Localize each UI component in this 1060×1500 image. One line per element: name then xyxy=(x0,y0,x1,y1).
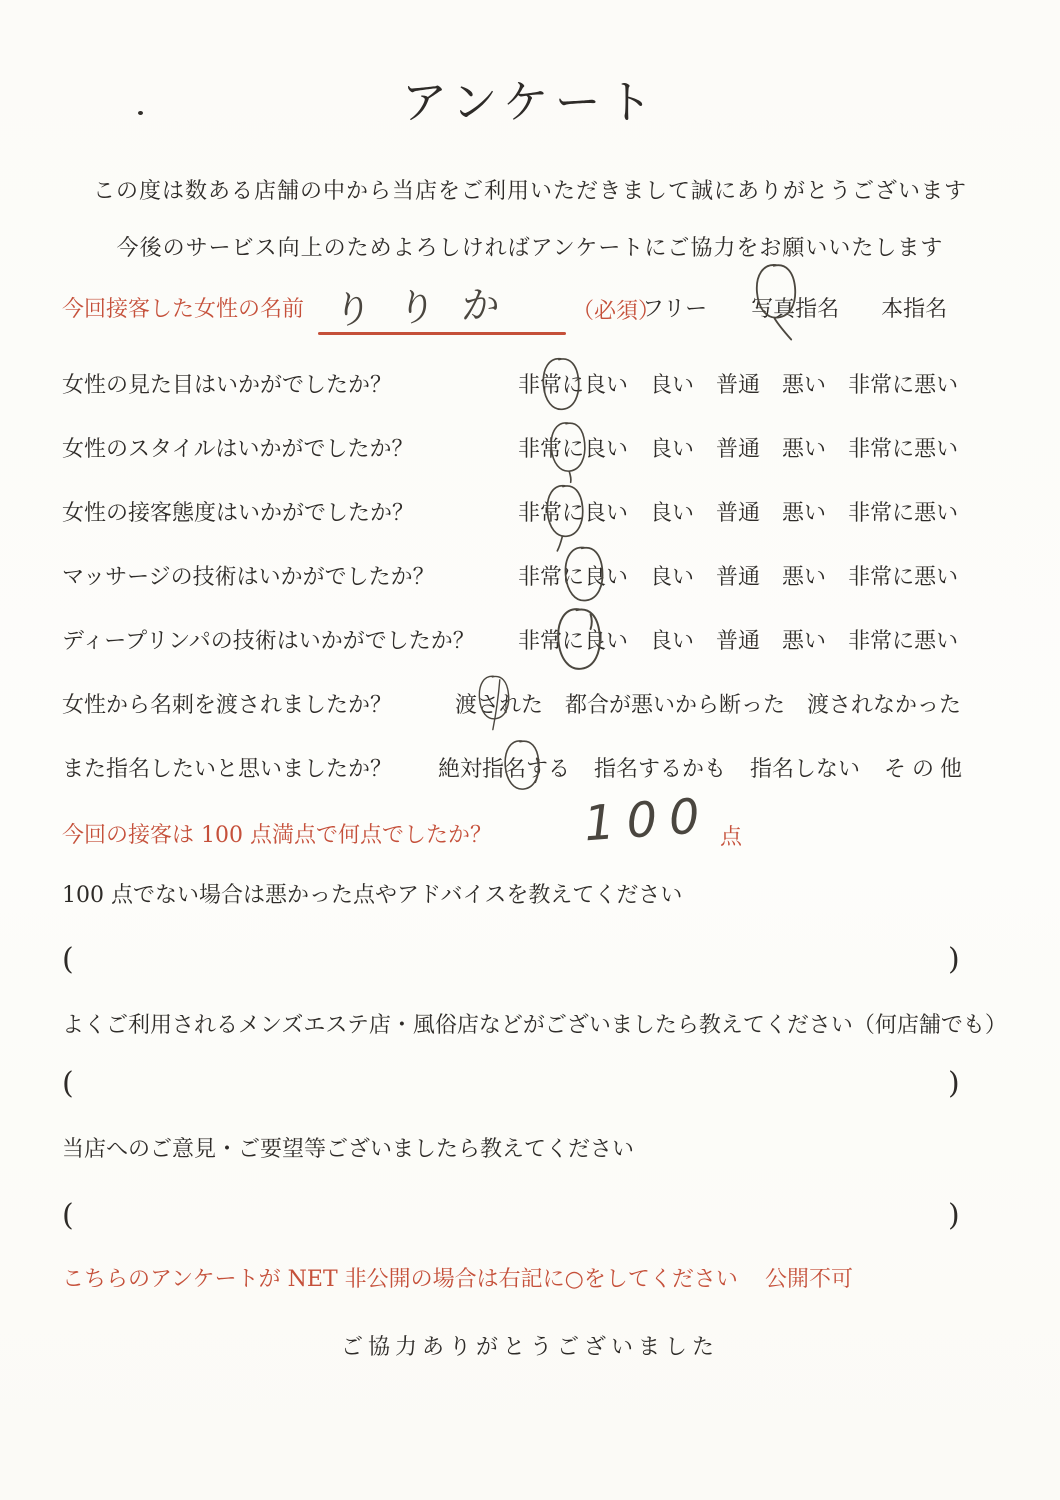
rating-row-style xyxy=(0,432,1060,472)
option-bad: 悪い xyxy=(782,565,827,590)
option-very-good: 非常に良い xyxy=(518,624,628,655)
option-hon-shimei: 本指名 xyxy=(881,297,948,322)
intro-line-1: この度は数ある店舗の中から当店をご利用いただきまして誠にありがとうございます xyxy=(92,179,967,204)
option-normal: 普通 xyxy=(716,565,761,590)
question-label: 女性の接客態度はいかがでしたか？ xyxy=(62,501,415,526)
question-label: また指名したいと思いましたか？ xyxy=(62,757,393,782)
option-normal: 普通 xyxy=(716,629,761,654)
card-question-row xyxy=(0,688,1060,728)
open-paren: ( xyxy=(62,942,74,977)
option-normal: 普通 xyxy=(716,501,761,526)
option-very-bad: 非常に悪い xyxy=(848,501,959,526)
rating-row-massage xyxy=(0,560,1060,600)
other-shops-question-row xyxy=(0,1008,1060,1048)
net-privacy-row xyxy=(0,1262,1060,1302)
question-label: マッサージの技術はいかがでしたか？ xyxy=(62,565,435,590)
option-good: 良い xyxy=(650,565,695,590)
option-other: その他 xyxy=(884,757,969,782)
thanks-line: ご協力ありがとうございました xyxy=(340,1335,719,1360)
option-normal: 普通 xyxy=(716,437,761,462)
question-label: 女性の見た目はいかがでしたか？ xyxy=(62,373,393,398)
question-label: 100 点でない場合は悪かった点やアドバイスを教えてください xyxy=(62,883,683,908)
question-label: 当店へのご意見・ご要望等ございましたら教えてください xyxy=(62,1137,635,1162)
option-maybe: 指名するかも xyxy=(594,757,727,782)
open-paren: ( xyxy=(62,1066,74,1101)
feedback-question-row xyxy=(0,1132,1060,1172)
option-good: 良い xyxy=(650,437,695,462)
question-label: 女性から名刺を渡されましたか？ xyxy=(62,693,393,718)
option-very-bad: 非常に悪い xyxy=(848,629,959,654)
advice-question-row xyxy=(0,878,1060,918)
option-definitely: 絶対指名する xyxy=(438,752,570,783)
net-privacy-label: こちらのアンケートが NET 非公開の場合は右記に○をしてください xyxy=(62,1267,738,1292)
option-no: 指名しない xyxy=(750,757,861,782)
question-label: 女性のスタイルはいかがでしたか？ xyxy=(62,437,414,462)
option-normal: 普通 xyxy=(716,373,761,398)
score-question-label: 今回の接客は 100 点満点で何点でしたか？ xyxy=(62,823,492,848)
option-very-good: 非常に良い xyxy=(518,432,628,463)
option-received: 渡された xyxy=(455,688,543,719)
repeat-question-row xyxy=(0,752,1060,792)
net-privacy-option: 公開不可 xyxy=(765,1267,854,1292)
option-very-bad: 非常に悪い xyxy=(848,437,959,462)
advice-answer-row xyxy=(0,942,1060,990)
required-note: （必須） xyxy=(572,299,661,324)
score-question-row xyxy=(0,818,1060,858)
open-paren: ( xyxy=(62,1198,74,1233)
page-title: アンケート xyxy=(401,75,659,129)
rating-row-service xyxy=(0,496,1060,536)
option-very-bad: 非常に悪い xyxy=(848,373,959,398)
option-very-good: 非常に良い xyxy=(518,560,628,591)
close-paren: ) xyxy=(948,1066,960,1101)
option-good: 良い xyxy=(650,629,695,654)
handwritten-score: 100 xyxy=(582,787,714,853)
option-very-bad: 非常に悪い xyxy=(848,565,959,590)
option-bad: 悪い xyxy=(782,373,827,398)
option-very-good: 非常に良い xyxy=(518,368,628,399)
option-good: 良い xyxy=(650,373,695,398)
question-label: よくご利用されるメンズエステ店・風俗店などがございましたら教えてください（何店舗でも） xyxy=(62,1013,1007,1038)
close-paren: ) xyxy=(948,1198,960,1233)
feedback-answer-row xyxy=(0,1198,1060,1246)
option-declined: 都合が悪いから断った xyxy=(565,693,786,718)
option-bad: 悪い xyxy=(782,501,827,526)
option-free: フリー xyxy=(642,297,708,322)
rating-row-deep-lymph xyxy=(0,624,1060,664)
option-good: 良い xyxy=(650,501,695,526)
rating-row-looks xyxy=(0,368,1060,408)
option-very-good: 非常に良い xyxy=(518,496,628,527)
score-unit: 点 xyxy=(720,825,743,850)
handwritten-name: りりか xyxy=(332,281,528,333)
option-photo-shimei: 写真指名 xyxy=(751,292,839,323)
name-question-row xyxy=(0,292,1060,332)
close-paren: ) xyxy=(948,942,960,977)
question-label: ディープリンパの技術はいかがでしたか？ xyxy=(62,629,475,654)
other-shops-answer-row xyxy=(0,1066,1060,1114)
option-bad: 悪い xyxy=(782,629,827,654)
option-not-received: 渡されなかった xyxy=(807,693,962,718)
intro-line-2: 今後のサービス向上のためよろしければアンケートにご協力をお願いいたします xyxy=(116,236,944,261)
option-bad: 悪い xyxy=(782,437,827,462)
name-question-label: 今回接客した女性の名前 xyxy=(62,297,305,322)
